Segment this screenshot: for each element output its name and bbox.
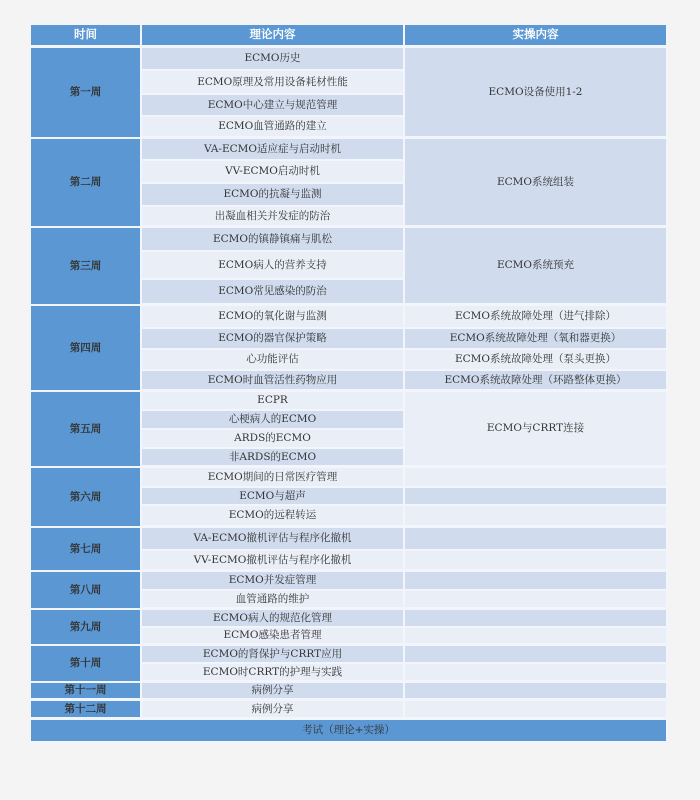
practice-cell [405,591,668,610]
table-row [31,306,668,329]
practice-cell: ECMO系统组装 [405,139,668,228]
practice-cell [405,646,668,664]
week-label: 第二周 [31,139,142,228]
week-label: 第七周 [31,528,142,572]
theory-cell: ECMO的氧化谢与监测 [142,306,405,329]
theory-cell: ECMO并发症管理 [142,572,405,591]
theory-cell: VV-ECMO撤机评估与程序化撤机 [142,551,405,572]
table-row [31,701,668,720]
theory-cell: ECMO的抗凝与监测 [142,184,405,207]
theory-cell: VA-ECMO撤机评估与程序化撤机 [142,528,405,551]
theory-cell: ECMO原理及常用设备耗材性能 [142,71,405,95]
practice-cell [405,468,668,488]
theory-cell: ECMO期间的日常医疗管理 [142,468,405,488]
practice-cell [405,683,668,701]
theory-cell: 出凝血相关并发症的防治 [142,207,405,228]
table-header-row [31,25,668,48]
table-row [31,683,668,701]
theory-cell: 病例分享 [142,701,405,720]
exam-row [31,720,668,743]
theory-cell: 心梗病人的ECMO [142,411,405,430]
practice-cell: ECMO设备使用1-2 [405,48,668,139]
theory-cell: ECMO感染患者管理 [142,628,405,646]
header-theory: 理论内容 [142,25,405,48]
week-label: 第九周 [31,610,142,646]
table-row [31,392,668,411]
table-row [31,610,668,628]
week-label: 第十周 [31,646,142,683]
practice-cell [405,506,668,528]
theory-cell: ECMO的远程转运 [142,506,405,528]
table-row [31,228,668,252]
week-label: 第十一周 [31,683,142,701]
theory-cell: ECMO的肾保护与CRRT应用 [142,646,405,664]
practice-cell [405,551,668,572]
table-row [31,528,668,551]
table-row [31,468,668,488]
practice-cell: ECMO系统故障处理（进气排除） [405,306,668,329]
theory-cell: VV-ECMO启动时机 [142,161,405,184]
theory-cell: ECMO血管通路的建立 [142,117,405,139]
theory-cell: ECPR [142,392,405,411]
practice-cell [405,610,668,628]
theory-cell: 血管通路的维护 [142,591,405,610]
theory-cell: VA-ECMO适应症与启动时机 [142,139,405,161]
practice-cell: ECMO系统故障处理（氧和器更换） [405,329,668,350]
practice-cell: ECMO系统故障处理（泵头更换） [405,350,668,371]
week-label: 第三周 [31,228,142,306]
theory-cell: 非ARDS的ECMO [142,449,405,468]
practice-cell [405,628,668,646]
week-label: 第八周 [31,572,142,610]
exam-footer: 考试（理论+实操） [31,720,668,743]
training-schedule-table [31,25,668,743]
week-label: 第一周 [31,48,142,139]
practice-cell [405,664,668,683]
theory-cell: ECMO与超声 [142,488,405,506]
theory-cell: ECMO时CRRT的护理与实践 [142,664,405,683]
practice-cell [405,572,668,591]
theory-cell: ECMO病人的营养支持 [142,252,405,280]
theory-cell: ECMO时血管活性药物应用 [142,371,405,392]
table-row [31,646,668,664]
practice-cell [405,488,668,506]
practice-cell [405,701,668,720]
theory-cell: ECMO历史 [142,48,405,71]
practice-cell: ECMO与CRRT连接 [405,392,668,468]
theory-cell: ECMO中心建立与规范管理 [142,95,405,117]
theory-cell: ECMO病人的规范化管理 [142,610,405,628]
table-row [31,48,668,71]
theory-cell: ARDS的ECMO [142,430,405,449]
week-label: 第十二周 [31,701,142,720]
practice-cell: ECMO系统预充 [405,228,668,306]
theory-cell: ECMO的器官保护策略 [142,329,405,350]
theory-cell: ECMO常见感染的防治 [142,280,405,306]
practice-cell [405,528,668,551]
week-label: 第五周 [31,392,142,468]
header-time: 时间 [31,25,142,48]
table-row [31,572,668,591]
week-label: 第六周 [31,468,142,528]
table-row [31,139,668,161]
theory-cell: ECMO的镇静镇痛与肌松 [142,228,405,252]
theory-cell: 心功能评估 [142,350,405,371]
theory-cell: 病例分享 [142,683,405,701]
week-label: 第四周 [31,306,142,392]
header-practice: 实操内容 [405,25,668,48]
practice-cell: ECMO系统故障处理（环路整体更换） [405,371,668,392]
